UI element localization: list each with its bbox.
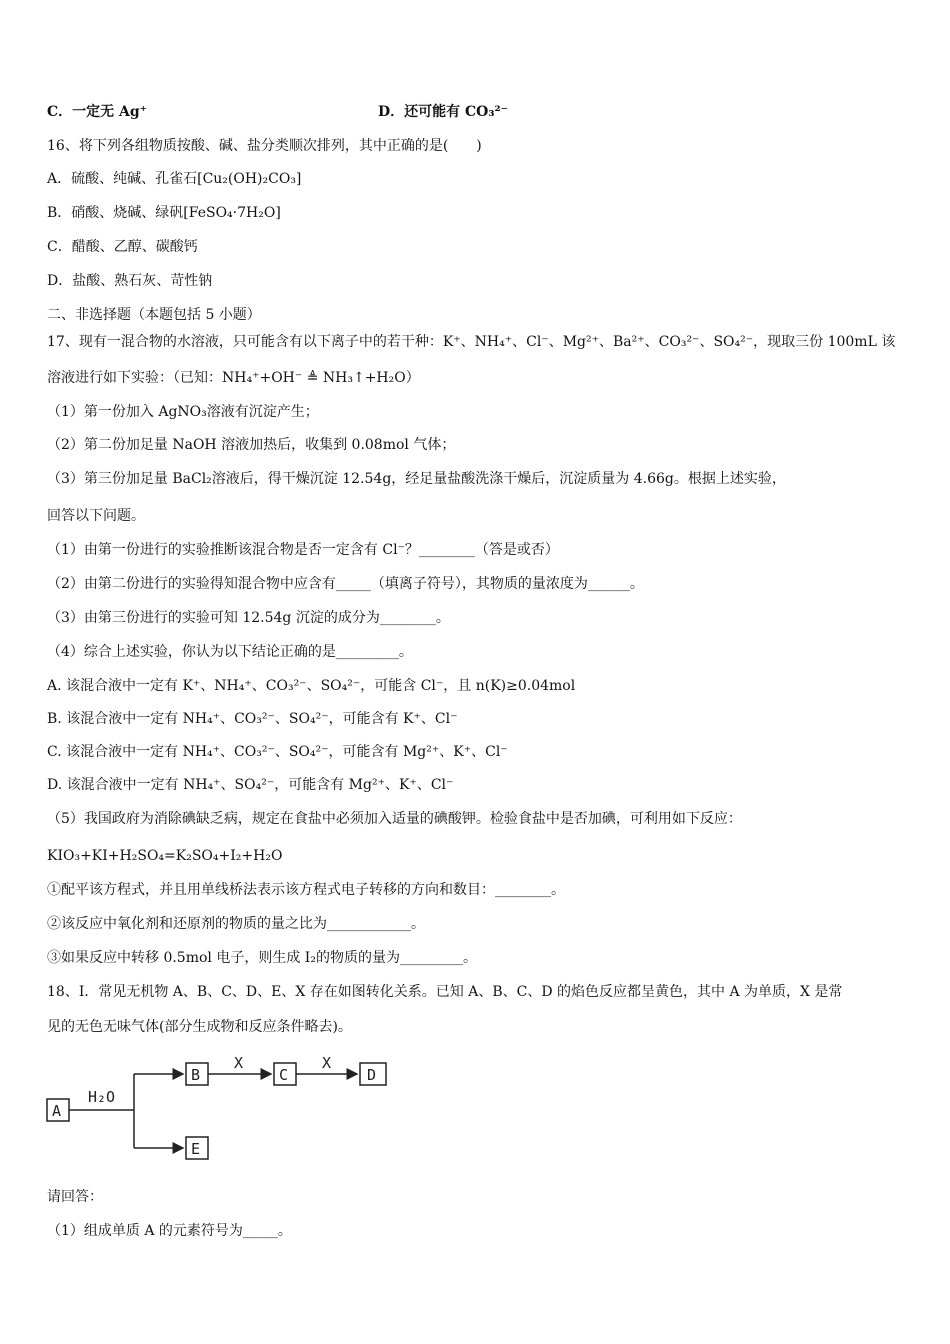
reagent-x-2: X [322,1054,332,1072]
q17-experiment-3-line1: （3）第三份加足量 BaCl₂溶液后，得干燥沉淀 12.54g，经足量盐酸洗涤干燥后，沉淀质量为 4.66g。根据上述实验， [47,471,786,487]
q18-sub-question-1: （1）组成单质 A 的元素符号为_____。 [47,1223,292,1239]
q17-experiment-1: （1）第一份加入 AgNO₃溶液有沉淀产生； [47,404,319,420]
section-heading: 二、非选择题（本题包括 5 小题） [47,307,261,323]
q17-experiment-2: （2）第二份加足量 NaOH 溶液加热后，收集到 0.08mol 气体； [47,437,456,453]
q17-option-a: A. 该混合液中一定有 K⁺、NH₄⁺、CO₃²⁻、SO₄²⁻，可能含 Cl⁻，且 n(K)≥0.04mol [47,678,576,694]
q17-experiment-3-line2: 回答以下问题。 [47,508,145,524]
q17-sub-question-2: （2）由第二份进行的实验得知混合物中应含有_____（填离子符号），其物质的量浓度为______。 [47,576,644,592]
node-d-label: D [367,1066,377,1084]
node-c-label: C [279,1066,289,1084]
q17-stem-line1: 17、现有一混合物的水溶液，只可能含有以下离子中的若干种：K⁺、NH₄⁺、Cl⁻、Mg²⁺、Ba²⁺、CO₃²⁻、SO₄²⁻，现取三份 100mL 该 [47,334,896,350]
node-e-label: E [191,1140,201,1158]
q17-option-c: C. 该混合液中一定有 NH₄⁺、CO₃²⁻、SO₄²⁻，可能含有 Mg²⁺、K⁺、Cl⁻ [47,744,508,760]
q18-prompt: 请回答： [47,1189,103,1205]
q17-option-d: D. 该混合液中一定有 NH₄⁺、SO₄²⁻，可能含有 Mg²⁺、K⁺、Cl⁻ [47,777,454,793]
reagent-water: H₂O [88,1088,116,1106]
q16-option-b: B．硝酸、烧碱、绿矾[FeSO₄·7H₂O] [47,205,281,221]
q16-option-d: D．盐酸、熟石灰、苛性钠 [47,273,213,289]
q17-stem-line2: 溶液进行如下实验：（已知：NH₄⁺+OH⁻ ≜ NH₃↑+H₂O） [47,370,420,386]
q18-stem-line1: 18、I．常见无机物 A、B、C、D、E、X 存在如图转化关系。已知 A、B、C、D 的焰色反应都呈黄色，其中 A 为单质，X 是常 [47,984,843,1000]
q17-equation: KIO₃+KI+H₂SO₄=K₂SO₄+I₂+H₂O [47,848,283,864]
node-b-label: B [191,1066,201,1084]
q17-sub-question-3: （3）由第三份进行的实验可知 12.54g 沉淀的成分为________。 [47,610,450,626]
q16-stem: 16、将下列各组物质按酸、碱、盐分类顺次排列，其中正确的是( ) [47,138,482,154]
conversion-diagram [44,1052,394,1168]
reagent-x-1: X [234,1054,244,1072]
q16-option-c: C．醋酸、乙醇、碳酸钙 [47,239,198,255]
q16-option-a: A．硫酸、纯碱、孔雀石[Cu₂(OH)₂CO₃] [47,171,302,187]
q17-item-3: ③如果反应中转移 0.5mol 电子，则生成 I₂的物质的量为_________。 [47,950,477,966]
q17-sub-question-5: （5）我国政府为消除碘缺乏病，规定在食盐中必须加入适量的碘酸钾。检验食盐中是否加碘，可利用如下反应： [47,811,742,827]
q17-item-2: ②该反应中氧化剂和还原剂的物质的量之比为____________。 [47,916,425,932]
q17-option-b: B. 该混合液中一定有 NH₄⁺、CO₃²⁻、SO₄²⁻，可能含有 K⁺、Cl⁻ [47,711,458,727]
node-a-label: A [52,1102,62,1120]
q15-option-c: C．一定无 Ag⁺ [47,104,148,120]
q17-sub-question-4: （4）综合上述实验，你认为以下结论正确的是_________。 [47,644,413,660]
q18-stem-line2: 见的无色无味气体(部分生成物和反应条件略去)。 [47,1019,352,1035]
q17-item-1: ①配平该方程式，并且用单线桥法表示该方程式电子转移的方向和数目：________。 [47,882,565,898]
q15-option-d: D．还可能有 CO₃²⁻ [378,104,509,120]
q17-sub-question-1: （1）由第一份进行的实验推断该混合物是否一定含有 Cl⁻？________（答是或否） [47,542,559,558]
